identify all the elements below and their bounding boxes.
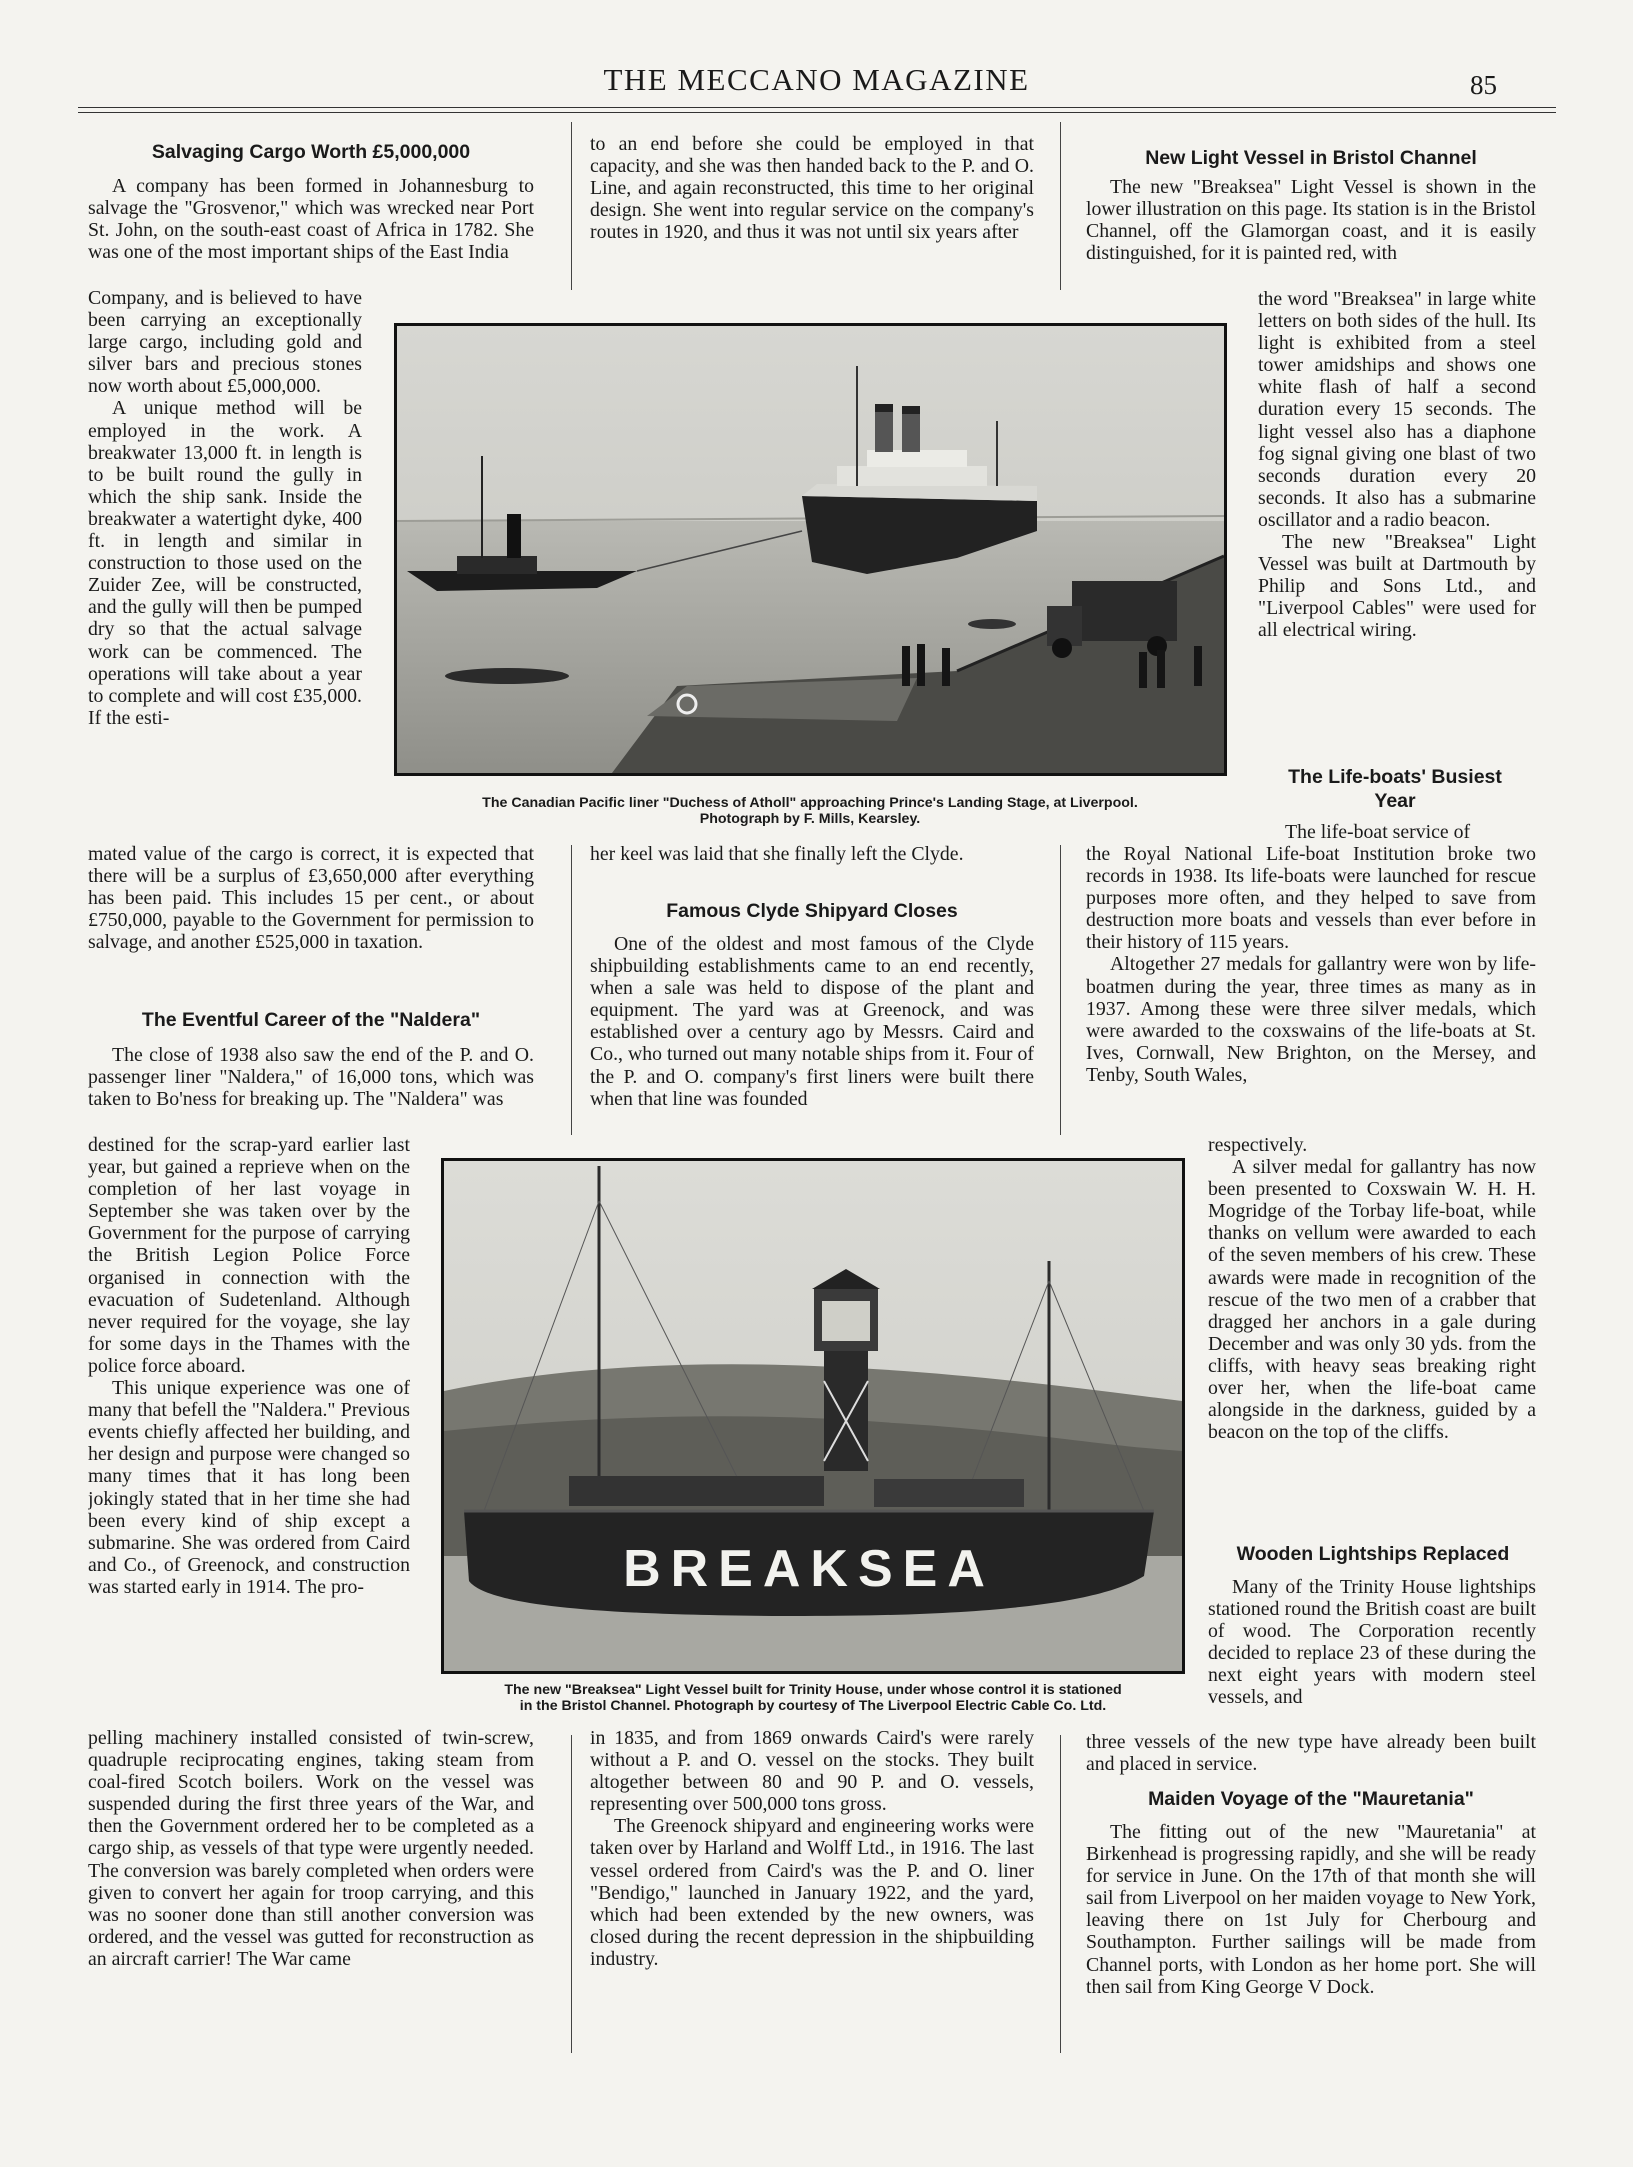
- salvage-paragraph-1: A company has been formed in Johannesburg to salvage the "Grosvenor," which was wrecked near Port St. John, on the south-east coast of Africa in 1782. She was one of the most important ships of the East India: [88, 175, 534, 264]
- column-rule-1-top: [571, 122, 572, 290]
- heading-naldera: The Eventful Career of the "Naldera": [141, 1009, 481, 1031]
- page-number: 85: [1470, 70, 1497, 100]
- lightvessel-caption-line2: in the Bristol Channel. Photograph by courtesy of The Liverpool Electric Cable Co. Ltd.: [519, 1698, 1107, 1714]
- lightvessel-photo-illustration: [444, 1161, 1182, 1671]
- lifeboats-paragraph-1: the Royal National Life-boat Institution broke two records in 1938. Its life-boats were launched for rescue purposes more often, and they helped to save from destruction more boats and vessels than ever before in their history of 115 years. Altogether 27 medals for gallantry were won by life-boatmen during the year, three times as many as in 1937. Among these were three silver medals, which were awarded to the coxswains of the life-boats at St. Ives, Cornwall, New Brighton, on the Mersey, and Tenby, South Wales,: [1086, 843, 1536, 1086]
- liner-caption-line1: The Canadian Pacific liner "Duchess of Atholl" approaching Prince's Landing Stage, at Liverpool.: [482, 795, 1138, 811]
- naldera-paragraph-2: destined for the scrap-yard earlier last year, but gained a reprieve when on the completion of her last voyage in September she was taken over by the Government for the purpose of carrying the British Legion Police Force organised in connection with the evacuation of Sudetenland. Although never required for the voyage, she lay for some days in the Thames with the police force aboard. This unique experience was one of many that befell the "Naldera." Previous events chiefly affected her building, and her design and purpose were changed so many times that it has long been jokingly stated that in her time she had been every kind of ship except a submarine. She was ordered from Caird and Co., of Greenock, and construction was started early in 1914. The pro-: [88, 1134, 410, 1598]
- lightvessel-caption-line1: The new "Breaksea" Light Vessel built for Trinity House, under whose control it is stationed: [504, 1682, 1122, 1698]
- heading-mauretania: Maiden Voyage of the "Mauretania": [1148, 1788, 1474, 1810]
- column-rule-1-bottom: [571, 1735, 572, 2053]
- salvage-paragraph-2: Company, and is believed to have been carrying an exceptionally large cargo, including gold and silver bars and precious stones now worth about £5,000,000. A unique method will be employed in the work. A breakwater 13,000 ft. in length is to be built round the gully in which the ship sank. Inside the breakwater a watertight dyke, 400 ft. in length and similar in construction to those used on the Zuider Zee, will be constructed, and the gully will then be pumped dry so that the actual salvage work can be commenced. The operations will take about a year to complete and will cost £35,000. If the esti-: [88, 287, 362, 729]
- heading-wooden-lightships: Wooden Lightships Replaced: [1236, 1543, 1510, 1565]
- header-rule-bottom: [78, 112, 1556, 113]
- light-vessel-paragraph-2: the word "Breaksea" in large white letters on both sides of the hull. Its light is exhibited from a steel tower amidships and shows one white flash of half a second duration every 15 seconds. The light vessel also has a diaphone fog signal giving one blast of two seconds duration every 20 seconds. It also has a submarine oscillator and a radio beacon. The new "Breaksea" Light Vessel was built at Dartmouth by Philip and Sons Ltd., and "Liverpool Cables" were used for all electrical wiring.: [1258, 288, 1536, 642]
- liner-photo-illustration: [397, 326, 1224, 773]
- heading-lifeboats-line1: The Life-boats' Busiest: [1288, 766, 1502, 788]
- naldera-paragraph-1: The close of 1938 also saw the end of the P. and O. passenger liner "Naldera," of 16,000 tons, which was taken to Bo'ness for breaking up. The "Naldera" was: [88, 1044, 534, 1111]
- lifeboats-intro: The life-boat service of: [1285, 821, 1471, 843]
- lifeboats-paragraph-2: respectively. A silver medal for gallantry has now been presented to Coxswain W. H. H. Mogridge of the Torbay life-boat, while thanks on vellum were awarded to each of the seven members of his crew. These awards were made in recognition of the rescue of the two men of a crabber that dragged her anchors in a gale during December and was only 30 yds. from the cliffs, with heavy seas breaking right over her, when the life-boat came alongside in the darkness, guided by a beacon on the top of the cliffs.: [1208, 1134, 1536, 1444]
- header-rule-top: [78, 107, 1556, 108]
- naldera-continued: to an end before she could be employed in that capacity, and she was then handed back to the P. and O. Line, and again reconstructed, this time to her original design. She went into regular service on the company's routes in 1920, and thus it was not until six years after: [590, 133, 1034, 244]
- lightships-paragraph-1: Many of the Trinity House lightships stationed round the British coast are built of wood. The Corporation recently decided to replace 23 of these during the next eight years with modern steel vessels, and: [1208, 1576, 1536, 1709]
- lightships-paragraph-2: three vessels of the new type have already been built and placed in service.: [1086, 1731, 1536, 1776]
- heading-salvaging-cargo: Salvaging Cargo Worth £5,000,000: [151, 141, 471, 163]
- mauretania-paragraph: The fitting out of the new "Mauretania" at Birkenhead is progressing rapidly, and she will be ready for service in June. On the 17th of that month she will sail from Liverpool on her maiden voyage to New York, leaving there on 1st July for Cherbourg and Southampton. Further sailings will be made from Channel ports, with London as her home port. She will then sail from King George V Dock.: [1086, 1821, 1536, 1998]
- heading-clyde-shipyard: Famous Clyde Shipyard Closes: [666, 900, 958, 922]
- column-rule-1-mid: [571, 845, 572, 1135]
- naldera-paragraph-3: pelling machinery installed consisted of twin-screw, quadruple reciprocating engines, taking steam from coal-fired Scotch boilers. Work on the vessel was suspended during the first three years of the War, and then the Government ordered her to be completed as a cargo ship, as vessels of that type were urgently needed. The conversion was barely completed when orders were given to convert her again for troop carrying, and this was no sooner done than still another conversion was ordered, and the vessel was gutted for reconstruction as an aircraft carrier! The War came: [88, 1727, 534, 1970]
- column-rule-2-mid: [1060, 845, 1061, 1135]
- salvage-paragraph-3: mated value of the cargo is correct, it is expected that there will be a surplus of £3,650,000 after everything has been paid. This includes 15 per cent., or about £750,000, payable to the Government for permission to salvage, and another £525,000 in taxation.: [88, 843, 534, 954]
- heading-lifeboats-line2: Year: [1374, 790, 1416, 812]
- liner-photo: [394, 323, 1227, 776]
- clyde-paragraph-2: in 1835, and from 1869 onwards Caird's were rarely without a P. and O. vessel on the stocks. They built altogether between 80 and 90 P. and O. vessels, representing over 500,000 tons gross. The Greenock shipyard and engineering works were taken over by Harland and Wolff Ltd., in 1916. The last vessel ordered from Caird's was the P. and O. liner "Bendigo," launched in January 1922, and the yard, which had been extended by the new owners, was closed during the recent depression in the shipbuilding industry.: [590, 1727, 1034, 1970]
- column-rule-2-top: [1060, 122, 1061, 290]
- light-vessel-paragraph-1: The new "Breaksea" Light Vessel is shown in the lower illustration on this page. Its station is in the Bristol Channel, off the Glamorgan coast, and it is easily distinguished, for it is painted red, with: [1086, 176, 1536, 265]
- naldera-conclusion: her keel was laid that she finally left the Clyde.: [590, 843, 964, 865]
- lightvessel-photo: [441, 1158, 1185, 1674]
- liner-caption-line2: Photograph by F. Mills, Kearsley.: [699, 811, 921, 827]
- hull-lettering: BREAKSEA: [623, 1540, 995, 1598]
- magazine-title: THE MECCANO MAGAZINE: [603, 62, 1030, 97]
- heading-light-vessel: New Light Vessel in Bristol Channel: [1145, 147, 1477, 169]
- column-rule-2-bottom: [1060, 1735, 1061, 2053]
- clyde-paragraph-1: One of the oldest and most famous of the Clyde shipbuilding establishments came to an end recently, when a sale was held to dispose of the plant and equipment. The yard was at Greenock, and was established over a century ago by Messrs. Caird and Co., who turned out many notable ships from it. Four of the P. and O. company's first liners were built there when that line was founded: [590, 933, 1034, 1110]
